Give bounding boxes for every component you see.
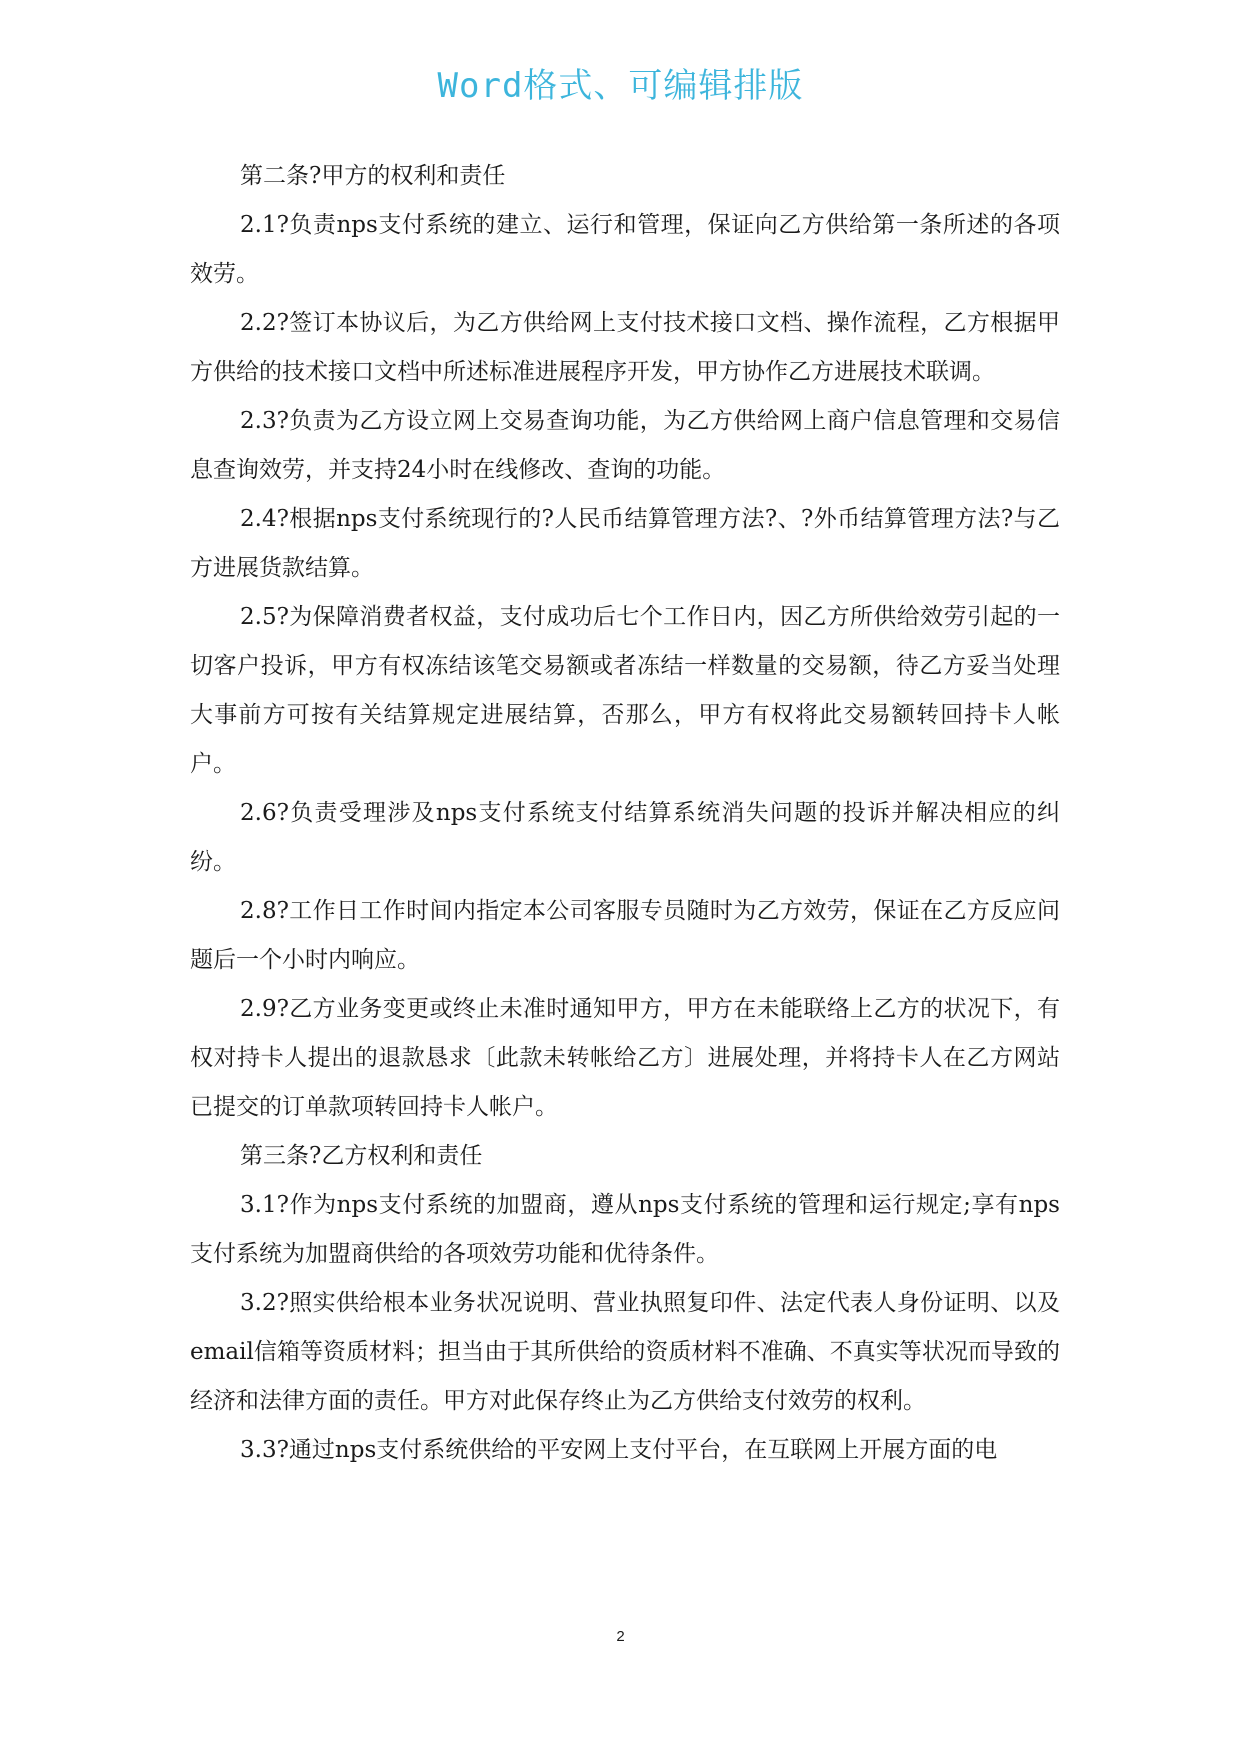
clause-3-1: 3.1?作为nps支付系统的加盟商，遵从nps支付系统的管理和运行规定;享有nps支付系统为加盟商供给的各项效劳功能和优待条件。 bbox=[190, 1192, 1060, 1267]
clause-2-4: 2.4?根据nps支付系统现行的?人民币结算管理方法?、?外币结算管理方法?与乙方进展货款结算。 bbox=[190, 506, 1060, 581]
clause-2-6: 2.6?负责受理涉及nps支付系统支付结算系统消失问题的投诉并解决相应的纠纷。 bbox=[190, 800, 1060, 875]
clause-2-8: 2.8?工作日工作时间内指定本公司客服专员随时为乙方效劳，保证在乙方反应问题后一个小时内响应。 bbox=[190, 898, 1060, 973]
clause-2-9: 2.9?乙方业务变更或终止未准时通知甲方，甲方在未能联络上乙方的状况下，有权对持卡人提出的退款恳求〔此款未转帐给乙方〕进展处理，并将持卡人在乙方网站已提交的订单款项转回持卡人帐户。 bbox=[190, 996, 1060, 1120]
clause-3-3: 3.3?通过nps支付系统供给的平安网上支付平台，在互联网上开展方面的电 bbox=[240, 1437, 998, 1463]
section-heading-3: 第三条?乙方权利和责任 bbox=[240, 1143, 483, 1169]
clause-2-5: 2.5?为保障消费者权益，支付成功后七个工作日内，因乙方所供给效劳引起的一切客户投诉，甲方有权冻结该笔交易额或者冻结一样数量的交易额，待乙方妥当处理大事前方可按有关结算规定进展结算，否那么，甲方有权将此交易额转回持卡人帐户。 bbox=[190, 604, 1060, 777]
document-body bbox=[190, 152, 1060, 1475]
section-heading-2: 第二条?甲方的权利和责任 bbox=[240, 163, 506, 189]
clause-2-2: 2.2?签订本协议后，为乙方供给网上支付技术接口文档、操作流程，乙方根据甲方供给的技术接口文档中所述标准进展程序开发，甲方协作乙方进展技术联调。 bbox=[190, 310, 1060, 385]
clause-2-1: 2.1?负责nps支付系统的建立、运行和管理，保证向乙方供给第一条所述的各项效劳。 bbox=[190, 212, 1060, 287]
clause-2-3: 2.3?负责为乙方设立网上交易查询功能，为乙方供给网上商户信息管理和交易信息查询效劳，并支持24小时在线修改、查询的功能。 bbox=[190, 408, 1060, 483]
page-header-title: Word格式、可编辑排版 bbox=[437, 66, 804, 106]
page-number: 2 bbox=[616, 1628, 625, 1645]
clause-3-2: 3.2?照实供给根本业务状况说明、营业执照复印件、法定代表人身份证明、以及email信箱等资质材料；担当由于其所供给的资质材料不准确、不真实等状况而导致的经济和法律方面的责任。甲方对此保存终止为乙方供给支付效劳的权利。 bbox=[190, 1290, 1060, 1414]
